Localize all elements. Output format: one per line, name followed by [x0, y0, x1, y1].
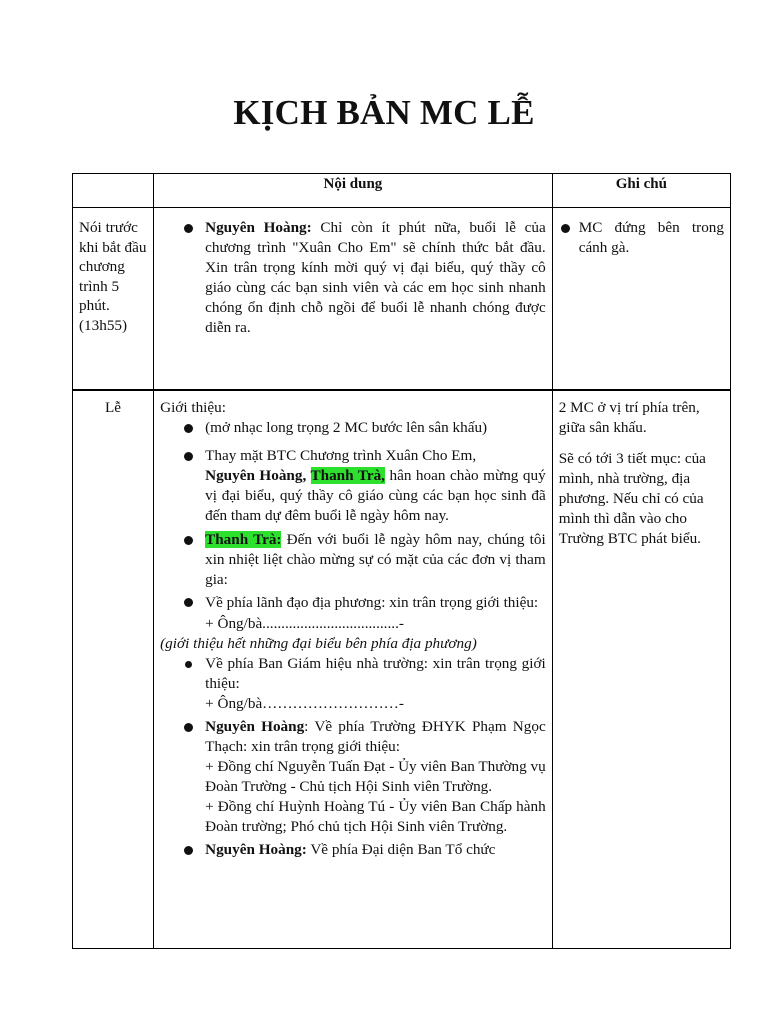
placeholder-line: + Ông/bà....................................-	[205, 615, 404, 632]
list-item	[160, 446, 546, 526]
bullet-icon	[184, 723, 193, 732]
speaker-name: Nguyên Hoàng:	[205, 219, 312, 236]
speech-text: Chỉ còn ít phút nữa, buổi lễ của chương trình "Xuân Cho Em" sẽ chính thức bắt đầu. Xin trân trọng kính mời quý vị đại biểu, quý thầy cô giáo cùng các bạn sinh viên và các em học sinh nhanh chóng ổn định chỗ ngồi để buổi lễ nhanh chóng được diễn ra.	[205, 219, 546, 336]
content-cell	[154, 208, 553, 391]
speech-text: Thay mặt BTC Chương trình Xuân Cho Em,	[205, 447, 477, 464]
bullet-icon	[184, 424, 193, 433]
note-text: MC đứng bên trong cánh gà.	[578, 219, 724, 256]
speech-text: Về phía Ban Giám hiệu nhà trường: xin trân trọng giới thiệu:	[205, 655, 546, 692]
bullet-icon	[561, 224, 570, 233]
stage-direction: (mở nhạc long trọng 2 MC bước lên sân khấu)	[205, 419, 488, 436]
guest-line: + Đồng chí Huỳnh Hoàng Tú - Ủy viên Ban Chấp hành Đoàn trường; Phó chủ tịch Hội Sinh viên Trường.	[205, 798, 546, 835]
highlighted-speaker-name: Thanh Trà:	[205, 531, 282, 548]
note-text: 2 MC ở vị trí phía trên, giữa sân khấu.	[558, 399, 700, 436]
table-row	[73, 208, 731, 391]
bullet-icon	[184, 598, 193, 607]
speaker-name: Nguyên Hoàng:	[205, 841, 307, 858]
speech-text: Về phía Đại diện Ban Tổ chức	[306, 841, 496, 858]
list-item	[160, 654, 546, 714]
note-cell	[552, 390, 730, 949]
list-item	[160, 592, 546, 634]
speech-text: hân hoan chào mừng quý vị đại biểu, quý thầy cô giáo cùng các bạn học sinh đã đến tham dự đêm buổi lễ ngày hôm nay.	[205, 467, 546, 524]
intro-heading: Giới thiệu:	[160, 399, 226, 416]
note-text: Sẽ có tới 3 tiết mục: của mình, nhà trường, địa phương. Nếu chỉ có của mình thì dẫn vào cho Trường BTC phát biểu.	[558, 450, 706, 547]
list-item	[160, 218, 546, 338]
bullet-icon	[184, 846, 193, 855]
header-empty	[73, 174, 154, 208]
content-cell	[154, 390, 553, 949]
bullet-icon	[184, 452, 193, 461]
bullet-icon	[184, 536, 193, 545]
list-item	[160, 530, 546, 590]
speaker-name: Nguyên Hoàng,	[205, 467, 311, 484]
list-item	[160, 840, 546, 860]
time-cell	[73, 208, 154, 391]
table-row	[73, 390, 731, 949]
list-item	[559, 218, 724, 258]
placeholder-line: + Ông/bà………………………-	[205, 695, 404, 712]
highlighted-speaker-name: Thanh Trà,	[310, 467, 385, 484]
guest-line: + Đồng chí Nguyễn Tuấn Đạt - Ủy viên Ban Thường vụ Đoàn Trường - Chủ tịch Hội Sinh viên Trường.	[205, 758, 546, 795]
document-title: KỊCH BẢN MC LỄ	[233, 93, 535, 132]
speech-text: Đến với buổi lễ ngày hôm nay, chúng tôi xin nhiệt liệt chào mừng sự có mặt của các đơn vị tham gia:	[205, 531, 546, 588]
bullet-icon	[184, 224, 193, 233]
time-text: Nói trước khi bắt đầu chương trình 5 phút. (13h55)	[79, 219, 147, 334]
table-header-row	[73, 174, 731, 208]
bullet-icon	[185, 661, 192, 668]
header-content: Nội dung	[154, 174, 553, 208]
note-cell	[552, 208, 730, 391]
list-item	[160, 418, 546, 438]
list-item	[160, 717, 546, 837]
speech-text: : Về phía Trường ĐHYK Phạm Ngọc Thạch: xin trân trọng giới thiệu:	[205, 718, 546, 755]
italic-note: (giới thiệu hết những đại biểu bên phía địa phương)	[160, 635, 477, 652]
speech-text: Về phía lãnh đạo địa phương: xin trân trọng giới thiệu:	[205, 594, 539, 611]
header-notes: Ghi chú	[552, 174, 730, 208]
speaker-name: Nguyên Hoàng	[205, 718, 305, 735]
script-table	[72, 173, 731, 949]
section-label-cell	[73, 390, 154, 949]
section-label: Lễ	[105, 399, 122, 416]
